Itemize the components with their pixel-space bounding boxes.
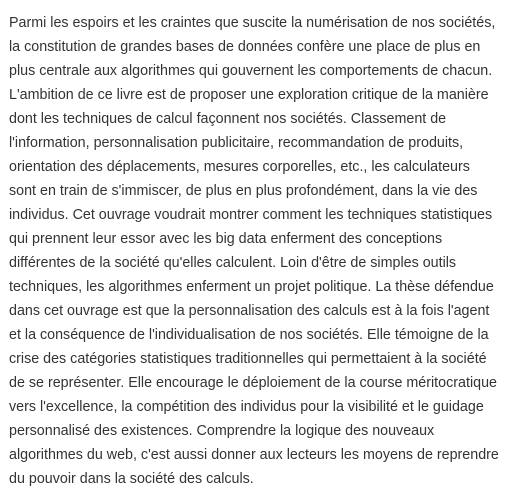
text-line: vers l'excellence, la compétition des individus pour la visibilité et le guidage xyxy=(9,399,484,415)
text-line: personnalisé des existences. Comprendre la logique des nouveaux xyxy=(9,423,435,439)
text-line: différentes de la société qu'elles calculent. Loin d'être de simples outils xyxy=(9,255,457,271)
description-paragraph xyxy=(9,11,517,491)
text-line: plus centrale aux algorithmes qui gouvernent les comportements de chacun. xyxy=(9,63,493,79)
text-line: l'information, personnalisation publicitaire, recommandation de produits, xyxy=(9,135,464,151)
text-line: L'ambition de ce livre est de proposer une exploration critique de la manière xyxy=(9,87,489,103)
text-line: la constitution de grandes bases de données confère une place de plus en xyxy=(9,39,481,55)
text-line: crise des catégories statistiques traditionnelles qui permettaient à la société xyxy=(9,351,487,367)
text-line: techniques, les algorithmes enferment un projet politique. La thèse défendue xyxy=(9,279,494,295)
text-line: du pouvoir dans la société des calculs. xyxy=(9,471,254,487)
text-line: de se représenter. Elle encourage le déploiement de la course méritocratique xyxy=(9,375,497,391)
text-line: individus. Cet ouvrage voudrait montrer comment les techniques statistiques xyxy=(9,207,493,223)
text-line: qui prennent leur essor avec les big data enferment des conceptions xyxy=(9,231,443,247)
text-line: orientation des déplacements, mesures corporelles, etc., les calculateurs xyxy=(9,159,470,175)
text-line: sont en train de s'immiscer, de plus en plus profondément, dans la vie des xyxy=(9,183,478,199)
text-line: et la conséquence de l'individualisation de nos sociétés. Elle témoigne de la xyxy=(9,327,489,343)
text-line: dont les techniques de calcul façonnent nos sociétés. Classement de xyxy=(9,111,447,127)
text-line: dans cet ouvrage est que la personnalisation des calculs est à la fois l'agent xyxy=(9,303,490,319)
text-line: Parmi les espoirs et les craintes que suscite la numérisation de nos sociétés, xyxy=(9,15,496,31)
text-line: algorithmes du web, c'est aussi donner aux lecteurs les moyens de reprendre xyxy=(9,447,499,463)
